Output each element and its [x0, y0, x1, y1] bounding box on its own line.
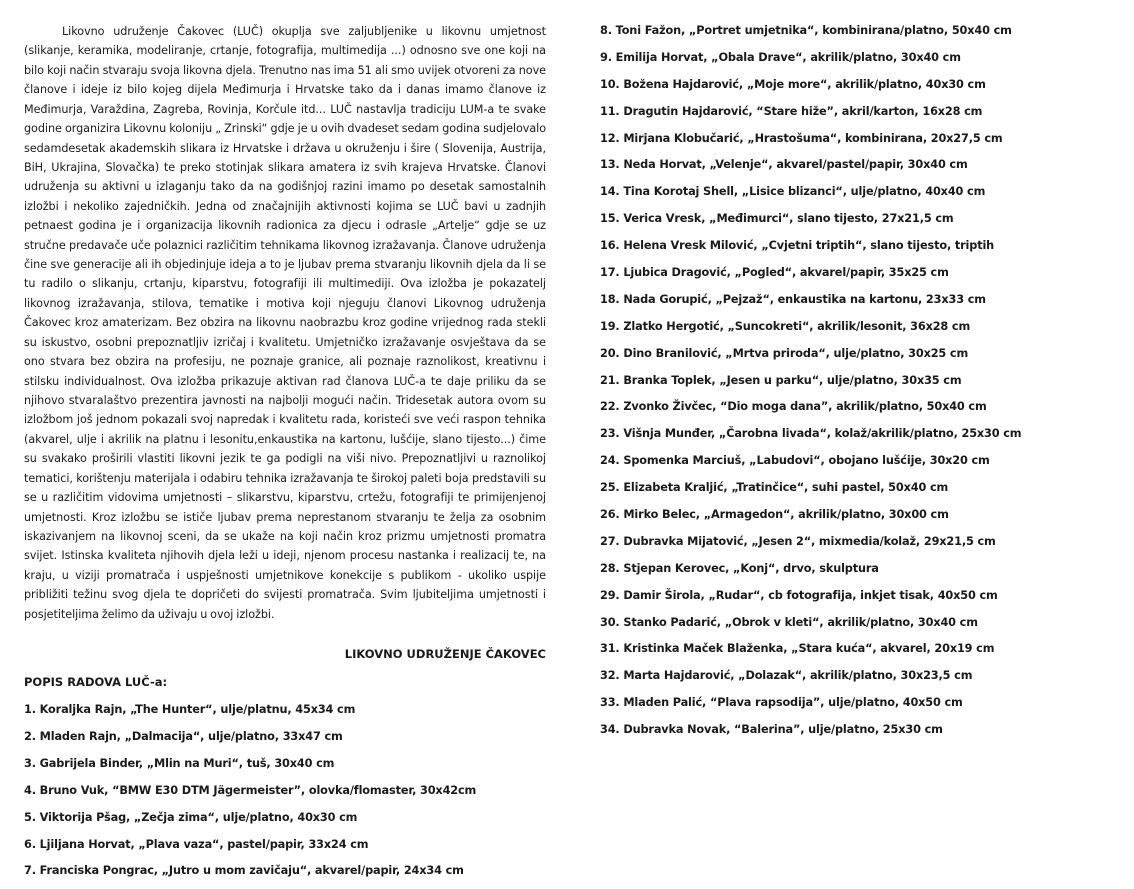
work-item: 18. Nada Gorupić, „Pejzaž“, enkaustika na kartonu, 23x33 cm [600, 292, 986, 306]
work-item: 29. Damir Širola, „Rudar“, cb fotografija, inkjet tisak, 40x50 cm [600, 588, 998, 602]
work-item: 26. Mirko Belec, „Armagedon“, akrilik/platno, 30x00 cm [600, 508, 949, 522]
work-item: 2. Mladen Rajn, „Dalmacija“, ulje/platno, 33x47 cm [24, 729, 343, 743]
work-item: 5. Viktorija Pšag, „Zečja zima“, ulje/platno, 40x30 cm [24, 810, 358, 824]
work-item: 31. Kristinka Maček Blaženka, „Stara kuća“, akvarel, 20x19 cm [600, 642, 995, 656]
work-item: 25. Elizabeta Kraljić, „Tratinčice“, suhi pastel, 50x40 cm [600, 481, 949, 495]
work-item: 12. Mirjana Klobučarić, „Hrastošuma“, kombinirana, 20x27,5 cm [600, 131, 1003, 145]
signature: LIKOVNO UDRUŽENJE ČAKOVEC [344, 647, 546, 662]
work-item: 22. Zvonko Živčec, “Dio moga dana”, akrilik/platno, 50x40 cm [600, 400, 987, 414]
works-list-right [600, 22, 1120, 748]
work-item: 1. Koraljka Rajn, „The Hunter“, ulje/platnu, 45x34 cm [24, 703, 356, 717]
work-item: 15. Verica Vresk, „Međimurci“, slano tijesto, 27x21,5 cm [600, 212, 954, 226]
work-item: 24. Spomenka Marciuš, „Labudovi“, obojano lušćije, 30x20 cm [600, 454, 990, 468]
works-list-left [24, 701, 546, 889]
right-column [600, 22, 1120, 748]
work-item: 13. Neda Horvat, „Velenje“, akvarel/pastel/papir, 30x40 cm [600, 158, 968, 172]
work-item: 11. Dragutin Hajdarović, “Stare hiže”, akril/karton, 16x28 cm [600, 104, 983, 118]
works-list-title: POPIS RADOVA LUČ-a: [24, 675, 168, 690]
work-item: 30. Stanko Padarić, „Obrok v kleti“, akrilik/platno, 30x40 cm [600, 615, 978, 629]
work-item: 23. Višnja Munđer, „Čarobna livada“, kolaž/akrilik/platno, 25x30 cm [600, 427, 1022, 441]
work-item: 28. Stjepan Kerovec, „Konj“, drvo, skulptura [600, 561, 879, 575]
work-item: 14. Tina Korotaj Shell, „Lisice blizanci“, ulje/platno, 40x40 cm [600, 185, 986, 199]
work-item: 34. Dubravka Novak, “Balerina”, ulje/platno, 25x30 cm [600, 723, 943, 737]
intro-paragraph: Likovno udruženje Čakovec (LUČ) okuplja sve zaljubljenike u likovnu umjetnost (slikanje, keramika, modeliranje, crtanje, fotografija, multimedija ...) odnosno sve one koji na bilo koji način stvaraju svoja likovna djela. Trenutno nas ima 51 ali smo uvijek otvoreni za nove članove i ideje iz bilo kojeg dijela Međimurja i Hrvatske tako da i danas imamo članove iz Međimurja, Varaždina, Zagreba, Rovinja, Korčule itd... LUČ nastavlja tradiciju LUM-a te svake godine organizira Likovnu koloniju „ Zrinski“ gdje je u ovih dvadeset sedam godina sudjelovalo sedamdesetak akademskih slikara iz Hrvatske i država u okruženju i šire ( Slovenija, Austrija, BiH, Ukrajina, Slovačka) te preko stotinjak slikara amatera iz svih krajeva Hrvatske. Članovi udruženja su aktivni u izlaganju tako da na godišnjoj razini imamo po desetak samostalnih izložbi i nekoliko zajedničkih. Jedna od značajnijih aktivnosti kojima se LUČ bavi u zadnjih petnaest godina je i organizacija likovnih radionica za djecu i odrasle „Artelje“ gdje se uz stručne predavače uče polaznici različitim tehnikama likovnog izražavanja. Članove udruženja čine sve generacije ali ih objedinjuje ideja a to je ljubav prema stvaranju likovnih djela da li se tu radilo o slikanju, crtanju, kiparstvu, fotografiji ili multimediji. Ova izložba je pokazatelj likovnog izražavanja, stilova, tematike i motiva koji njeguju članovi Likovnog udruženja Čakovec kroz amaterizam. Bez obzira na likovnu naobrazbu kroz godine vrijednog rada stekli su iskustvo, osobni prepoznatljiv izričaj i kvalitetu. Umjetničko izražavanje osvještava da se ono stvara bez obzira na profesiju, ne poznaje granice, ali poznaje raznolikost, kreativnu i stilsku individualnost. Ova izložba prikazuje aktivan rad članova LUČ-a te daje priliku da se njihovo stvaralaštvo prezentira javnosti na najbolji mogući način. Tridesetak autora ovom su izložbom još jednom pokazali svoj napredak i kvalitetu rada, koristeći sve veći raspon tehnika (akvarel, ulje i akrilik na platnu i lesonitu,enkaustika na kartonu, lušćije, slano tijesto...) čime su svakako proširili vlastiti likovni jezik te ga podigli na viši nivo. Prepoznatljivi u raznolikoj tematici, korištenju materijala i odabiru tehnika izražavanja te širokoj paleti boja predstavili su se u različitim vidovima umjetnosti – slikarstvu, kiparstvu, crtežu, fotografiji te primijenjenoj umjetnosti. Kroz izložbu se ističe ljubav prema neprestanom stvaranju te želja za osobnim iskazivanjem na likovnoj sceni, da se ukaže na koji način kroz prizmu umjetnosti promatra svijet. Istinska kvaliteta njihovih djela leži u ideji, njenom procesu nastanka i realizacij te, na kraju, u viziji promatrača i uspješnosti umjetnikove konekcije s publikom - ukoliko uspije približiti težinu svog djela te dopričeti do svijesti promatrača. Svim ljubiteljima umjetnosti i posjetiteljima želimo da uživaju u ovoj izložbi. [24, 25, 546, 621]
work-item: 19. Zlatko Hergotić, „Suncokreti“, akrilik/lesonit, 36x28 cm [600, 319, 971, 333]
work-item: 10. Božena Hajdarović, „Moje more“, akrilik/platno, 40x30 cm [600, 77, 986, 91]
work-item: 8. Toni Fažon, „Portret umjetnika“, kombinirana/platno, 50x40 cm [600, 24, 1012, 37]
work-item: 16. Helena Vresk Milović, „Cvjetni triptih“, slano tijesto, triptih [600, 239, 995, 253]
work-item: 4. Bruno Vuk, “BMW E30 DTM Jägermeister”, olovka/flomaster, 30x42cm [24, 783, 477, 797]
work-item: 33. Mladen Palić, “Plava rapsodija”, ulje/platno, 40x50 cm [600, 696, 963, 710]
work-item: 6. Ljiljana Horvat, „Plava vaza“, pastel/papir, 33x24 cm [24, 837, 369, 851]
work-item: 7. Franciska Pongrac, „Jutro u mom zavičaju“, akvarel/papir, 24x34 cm [24, 864, 464, 878]
work-item: 17. Ljubica Dragović, „Pogled“, akvarel/papir, 35x25 cm [600, 266, 949, 280]
work-item: 32. Marta Hajdarović, „Dolazak“, akrilik/platno, 30x23,5 cm [600, 669, 973, 683]
work-item: 9. Emilija Horvat, „Obala Drave“, akrilik/platno, 30x40 cm [600, 50, 961, 64]
left-column [24, 22, 546, 889]
work-item: 20. Dino Branilović, „Mrtva priroda“, ulje/platno, 30x25 cm [600, 346, 969, 360]
work-item: 3. Gabrijela Binder, „Mlin na Muri“, tuš, 30x40 cm [24, 756, 335, 770]
work-item: 21. Branka Toplek, „Jesen u parku“, ulje/platno, 30x35 cm [600, 373, 962, 387]
work-item: 27. Dubravka Mijatović, „Jesen 2“, mixmedia/kolaž, 29x21,5 cm [600, 534, 996, 548]
